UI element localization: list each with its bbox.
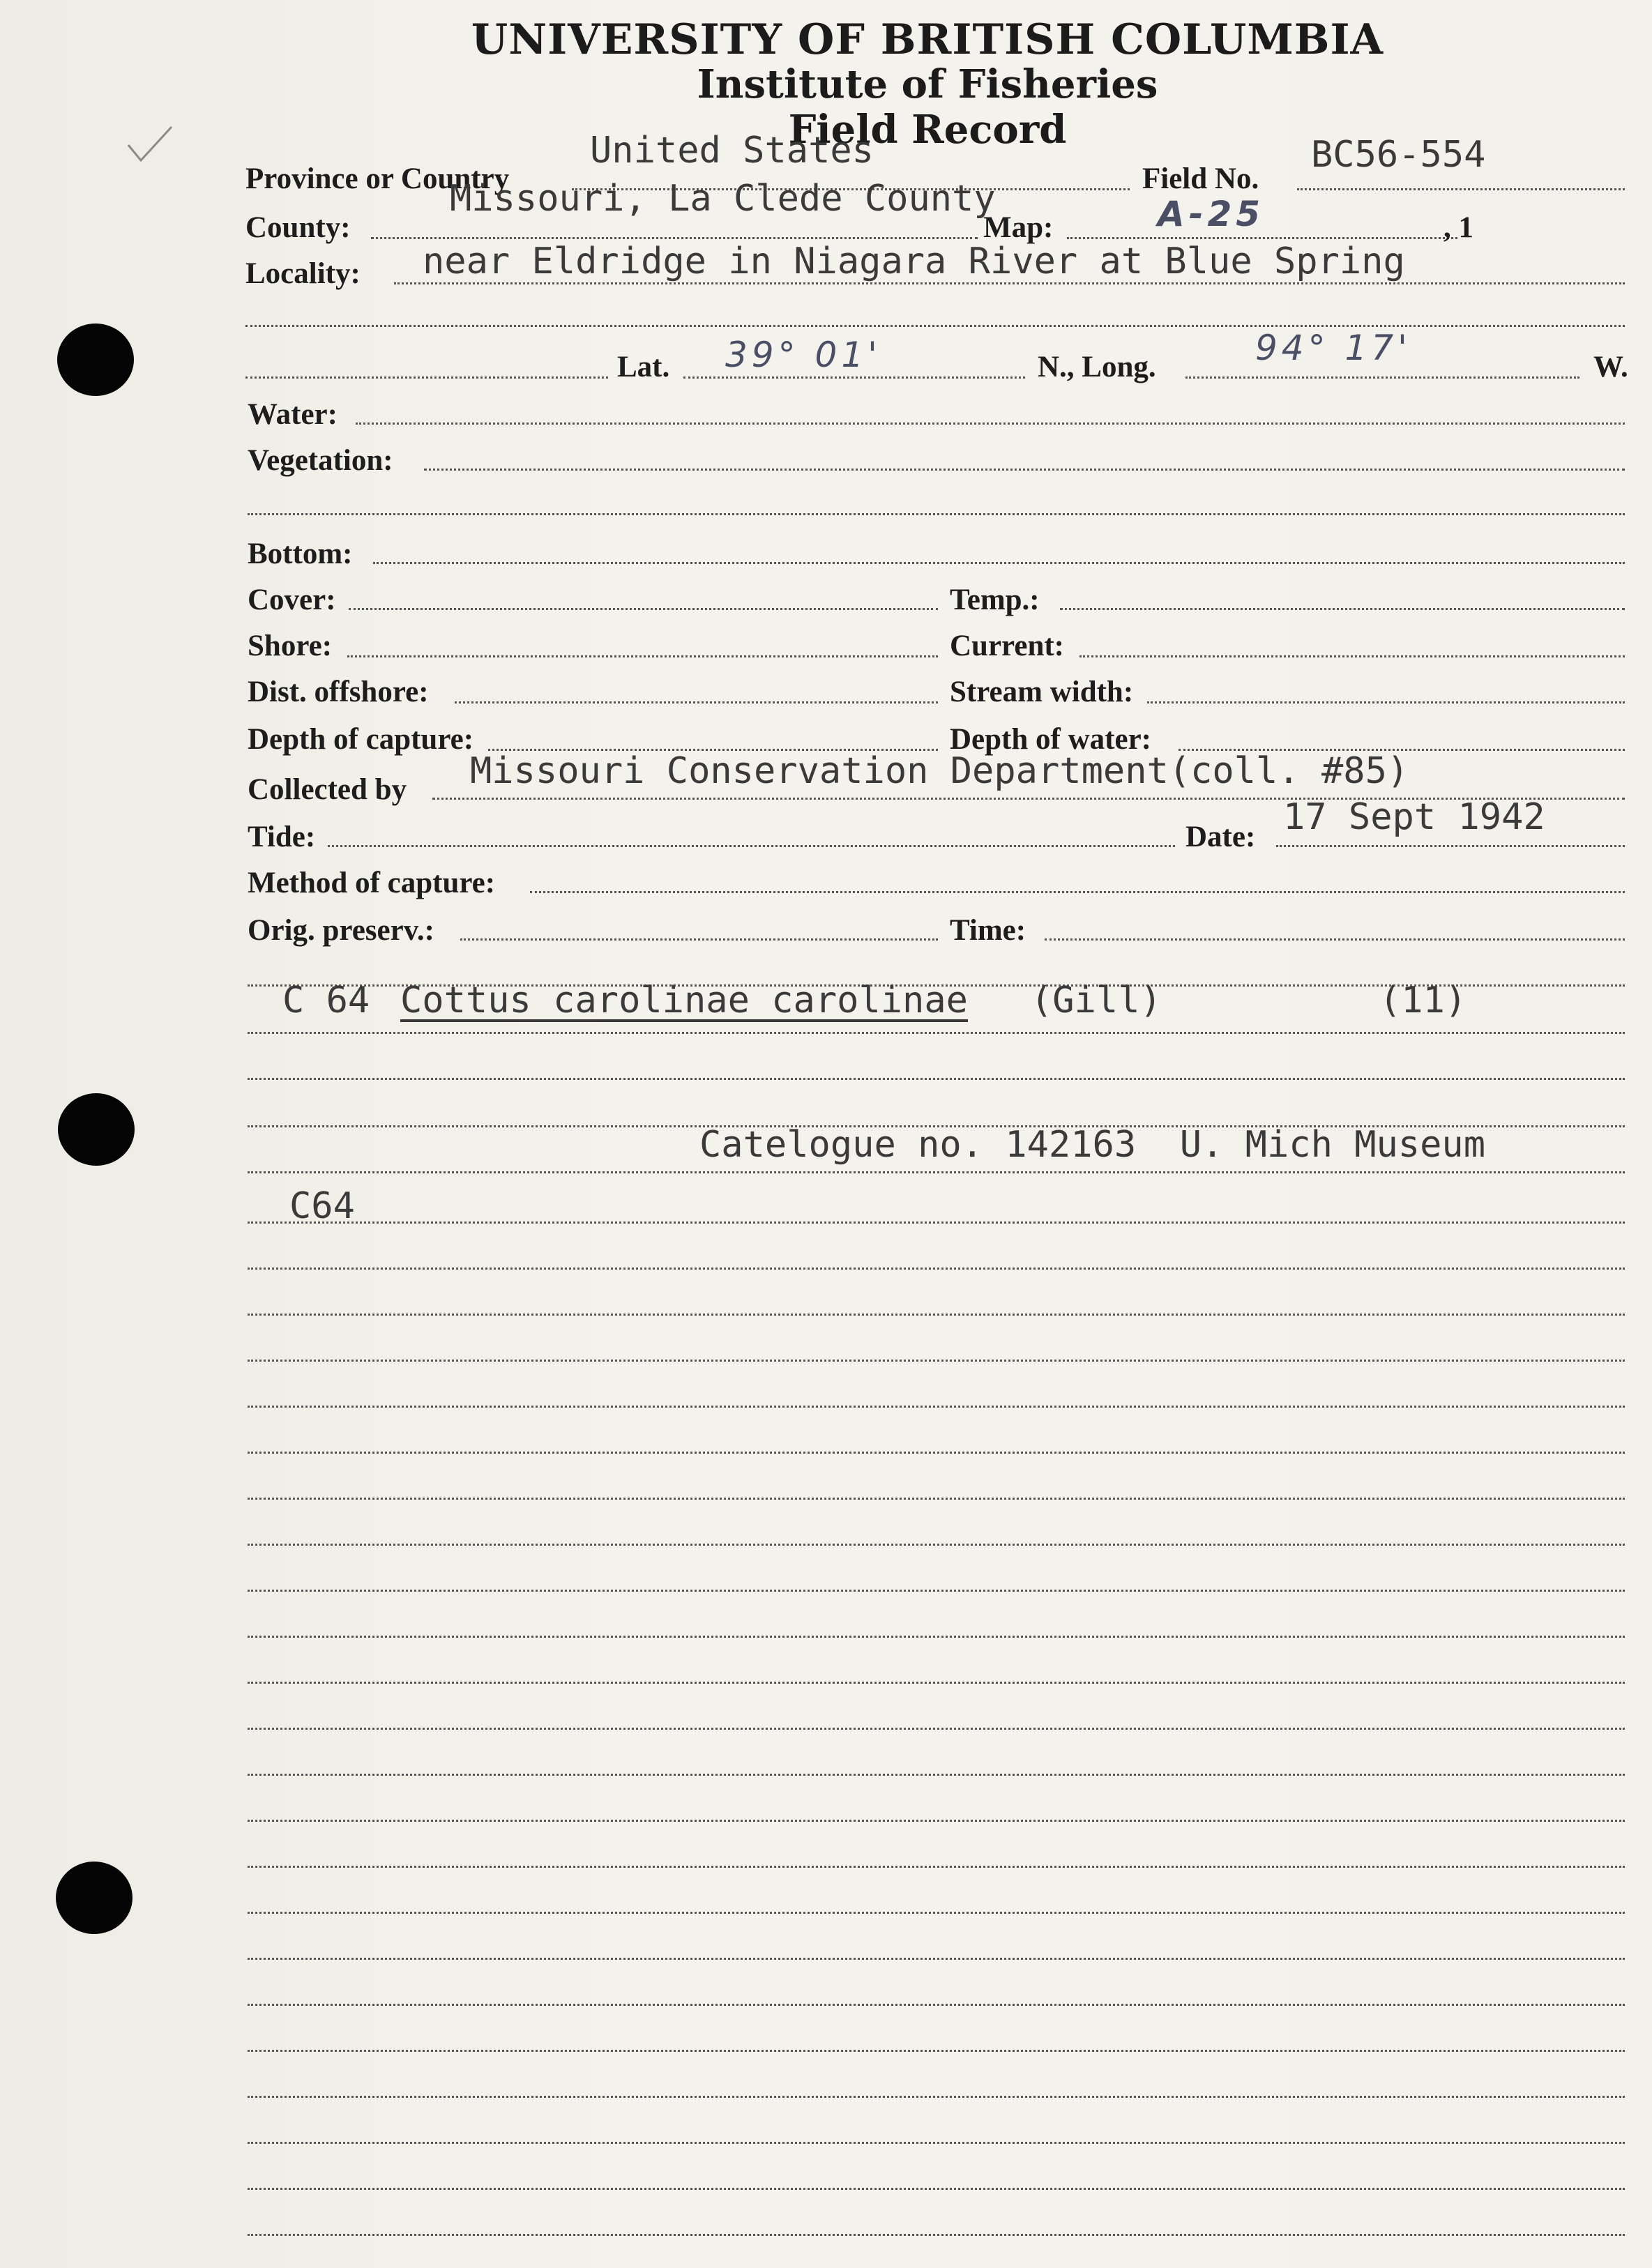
notes-line: [248, 1958, 1625, 1960]
notes-line: [248, 2142, 1625, 2144]
notes-line: [248, 1406, 1625, 1408]
vegetation-line-2: [248, 513, 1625, 515]
lat-value: 39° 01': [725, 335, 881, 375]
depth-water-label: Depth of water:: [950, 723, 1151, 756]
long-label: N., Long.: [1038, 351, 1156, 383]
county-line: [371, 237, 978, 239]
notes-line: [248, 2096, 1625, 2098]
field-no-label: Field No.: [1142, 162, 1259, 195]
vegetation-line: [424, 469, 1625, 471]
time-line: [1045, 938, 1625, 941]
collected-by-value: Missouri Conservation Department(coll. #85): [470, 750, 1409, 792]
field-no-line: [1297, 188, 1625, 190]
shore-line: [347, 655, 938, 657]
species-code: C 64: [282, 980, 370, 1021]
lat-line: [683, 376, 1025, 379]
catalogue-value: Catelogue no. 142163 U. Mich Museum: [699, 1124, 1486, 1166]
county-label: County:: [245, 211, 351, 244]
long-line: [1185, 376, 1579, 379]
cover-line: [349, 608, 938, 610]
punch-hole-top: [57, 324, 134, 396]
tide-line: [328, 845, 1175, 847]
orig-preserv-line: [460, 938, 938, 941]
notes-line: [248, 1728, 1625, 1730]
notes-line: [248, 1682, 1625, 1684]
form-title: Field Record: [788, 107, 1067, 153]
county-value: Missouri, La Clede County: [450, 178, 996, 220]
map-line: [1067, 237, 1457, 239]
punch-hole-bottom: [56, 1862, 132, 1934]
punch-hole-middle: [58, 1093, 135, 1166]
bottom-label: Bottom:: [248, 538, 353, 570]
stream-width-label: Stream width:: [950, 676, 1134, 708]
long-value: 94° 17': [1255, 328, 1411, 368]
institute-title: Institute of Fisheries: [697, 61, 1158, 107]
notes-line: [248, 2050, 1625, 2052]
locality-line-2: [245, 325, 1625, 327]
notes-line: [248, 1452, 1625, 1454]
map-label: Map:: [983, 211, 1054, 244]
notes-line: [248, 1636, 1625, 1638]
date-line: [1276, 845, 1625, 847]
bottom-line: [373, 562, 1625, 564]
code-repeat: C64: [289, 1185, 355, 1227]
water-label: Water:: [248, 398, 338, 431]
dist-offshore-line: [455, 701, 938, 703]
locality-label: Locality:: [245, 257, 361, 290]
map-suffix: , 1: [1443, 211, 1473, 244]
species-count: (11): [1379, 980, 1467, 1021]
orig-preserv-label: Orig. preserv.:: [248, 914, 434, 947]
notes-line-5: [248, 1171, 1625, 1173]
notes-line: [248, 1221, 1625, 1224]
method-label: Method of capture:: [248, 867, 496, 899]
method-line: [530, 891, 1625, 893]
locality-value: near Eldridge in Niagara River at Blue Spring: [423, 241, 1405, 282]
field-no-value: BC56-554: [1311, 134, 1486, 176]
lat-label: Lat.: [617, 351, 670, 383]
temp-label: Temp.:: [950, 584, 1040, 616]
species-name: Cottus carolinae carolinae: [400, 980, 968, 1021]
w-label: W.: [1593, 351, 1628, 383]
tide-label: Tide:: [248, 821, 316, 853]
water-line: [356, 423, 1625, 425]
notes-line: [248, 1498, 1625, 1500]
notes-line: [248, 2004, 1625, 2006]
time-label: Time:: [950, 914, 1026, 947]
vegetation-label: Vegetation:: [248, 444, 393, 477]
date-label: Date:: [1185, 821, 1256, 853]
notes-line: [248, 1268, 1625, 1270]
notes-line: [248, 1544, 1625, 1546]
stream-width-line: [1147, 701, 1625, 703]
province-label: Province or Country: [245, 162, 510, 195]
current-label: Current:: [950, 630, 1065, 662]
notes-line: [248, 1820, 1625, 1822]
shore-label: Shore:: [248, 630, 333, 662]
lat-lead-line: [245, 376, 608, 379]
map-value: A-25: [1158, 194, 1265, 234]
notes-line: [248, 2188, 1625, 2190]
notes-line: [248, 1590, 1625, 1592]
notes-line: [248, 1774, 1625, 1776]
notes-line: [248, 1866, 1625, 1868]
notes-line-2: [248, 1032, 1625, 1034]
depth-capture-label: Depth of capture:: [248, 723, 474, 756]
notes-line: [248, 1912, 1625, 1914]
temp-line: [1060, 608, 1625, 610]
country-value: United States: [590, 130, 874, 172]
current-line: [1079, 655, 1625, 657]
cover-label: Cover:: [248, 584, 336, 616]
date-value: 17 Sept 1942: [1283, 796, 1545, 838]
collected-by-label: Collected by: [248, 773, 407, 806]
university-title: UNIVERSITY OF BRITISH COLUMBIA: [471, 15, 1384, 64]
dist-offshore-label: Dist. offshore:: [248, 676, 429, 708]
locality-line: [394, 282, 1625, 284]
notes-line: [248, 1360, 1625, 1362]
notes-line: [248, 1314, 1625, 1316]
notes-line-3: [248, 1078, 1625, 1080]
notes-line: [248, 2234, 1625, 2236]
species-author: (Gill): [1031, 980, 1162, 1021]
